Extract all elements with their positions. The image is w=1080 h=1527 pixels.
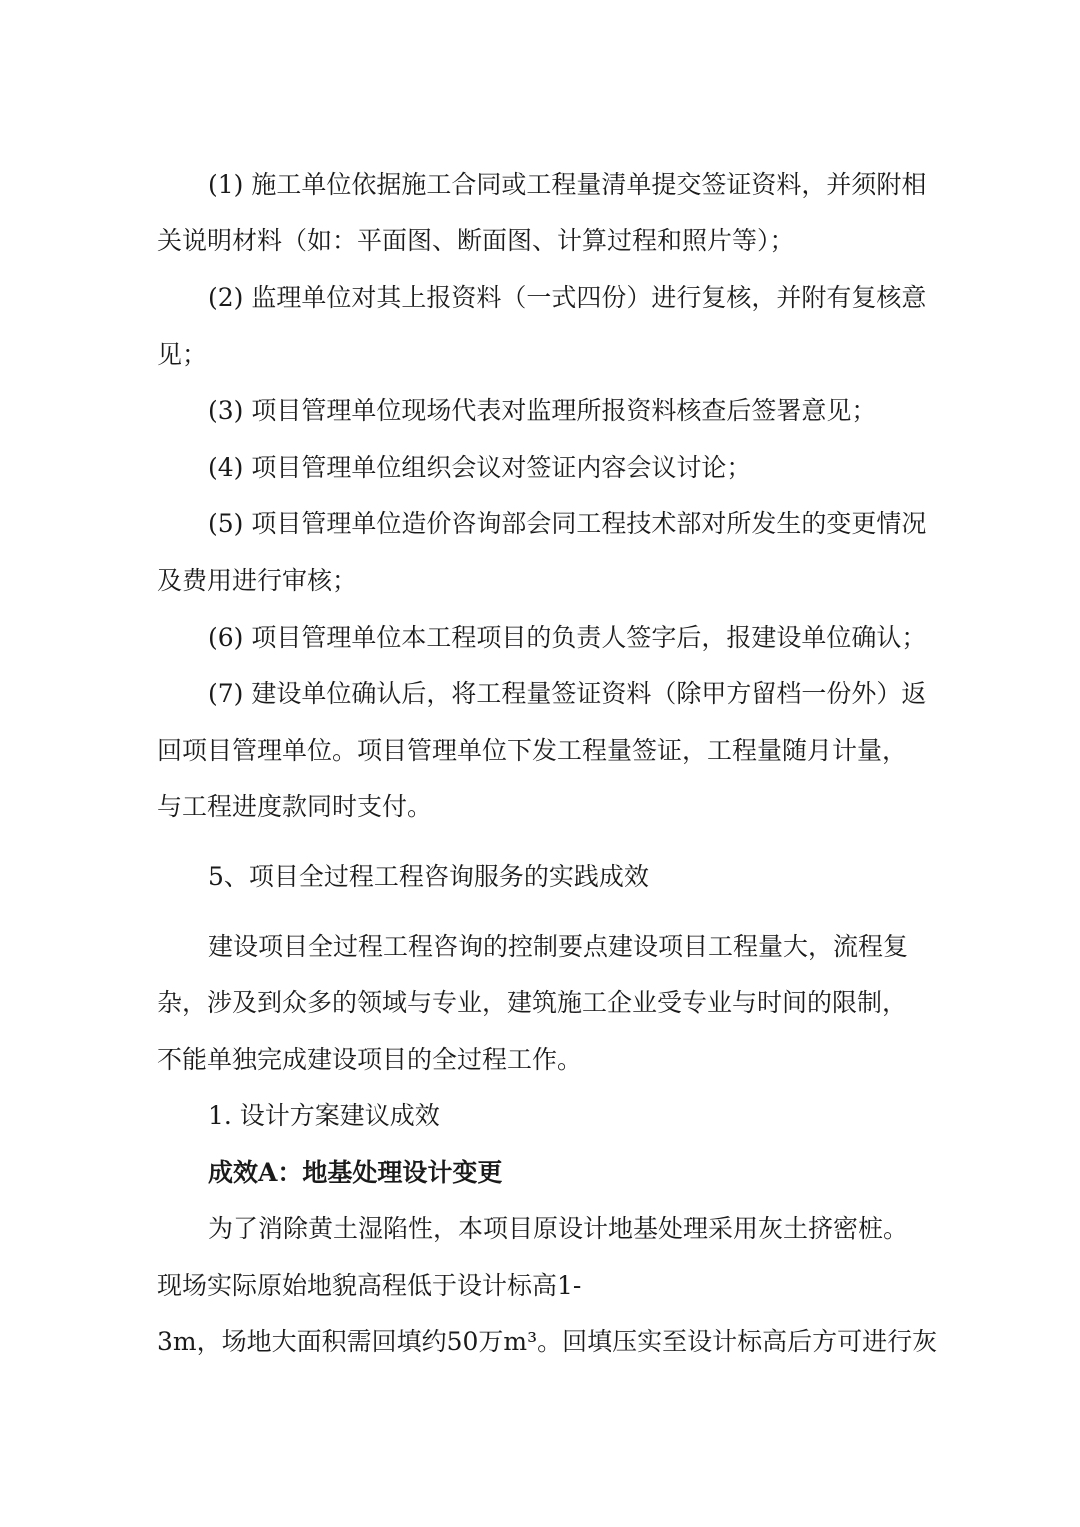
para-1-line-3: 不能单独完成建设项目的全过程工作。 <box>157 1045 583 1074</box>
result-a-heading: 成效A：地基处理设计变更 <box>208 1158 503 1187</box>
para-1-line-1: 建设项目全过程工程咨询的控制要点建设项目工程量大，流程复 <box>208 932 909 961</box>
item-2-line-1: (2) 监理单位对其上报资料（一式四份）进行复核，并附有复核意 <box>208 283 927 312</box>
item-6-line: (6) 项目管理单位本工程项目的负责人签字后，报建设单位确认； <box>208 623 927 652</box>
para-1-line-2: 杂，涉及到众多的领域与专业，建筑施工企业受专业与时间的限制， <box>157 988 908 1017</box>
item-4-line: (4) 项目管理单位组织会议对签证内容会议讨论； <box>208 453 752 482</box>
para-2-line-3: 3m，场地大面积需回填约50万m³。回填压实至设计标高后方可进行灰 <box>157 1327 938 1356</box>
section-heading: 5、项目全过程工程咨询服务的实践成效 <box>208 862 649 891</box>
item-7-line-1: (7) 建设单位确认后，将工程量签证资料（除甲方留档一份外）返 <box>208 679 927 708</box>
item-5-line-1: (5) 项目管理单位造价咨询部会同工程技术部对所发生的变更情况 <box>208 509 927 538</box>
item-7-line-2: 回项目管理单位。项目管理单位下发工程量签证，工程量随月计量， <box>157 736 908 765</box>
subsection-heading: 1. 设计方案建议成效 <box>208 1101 440 1130</box>
item-1-line-1: (1) 施工单位依据施工合同或工程量清单提交签证资料，并须附相 <box>208 170 927 199</box>
item-1-line-2: 关说明材料（如：平面图、断面图、计算过程和照片等）； <box>157 226 795 255</box>
item-2-line-2: 见； <box>157 340 208 369</box>
item-3-line: (3) 项目管理单位现场代表对监理所报资料核查后签署意见； <box>208 396 877 425</box>
item-5-line-2: 及费用进行审核； <box>157 566 358 595</box>
item-7-line-3: 与工程进度款同时支付。 <box>157 792 433 821</box>
para-2-line-1: 为了消除黄土湿陷性，本项目原设计地基处理采用灰土挤密桩。 <box>208 1214 909 1243</box>
para-2-line-2: 现场实际原始地貌高程低于设计标高1- <box>157 1271 582 1300</box>
